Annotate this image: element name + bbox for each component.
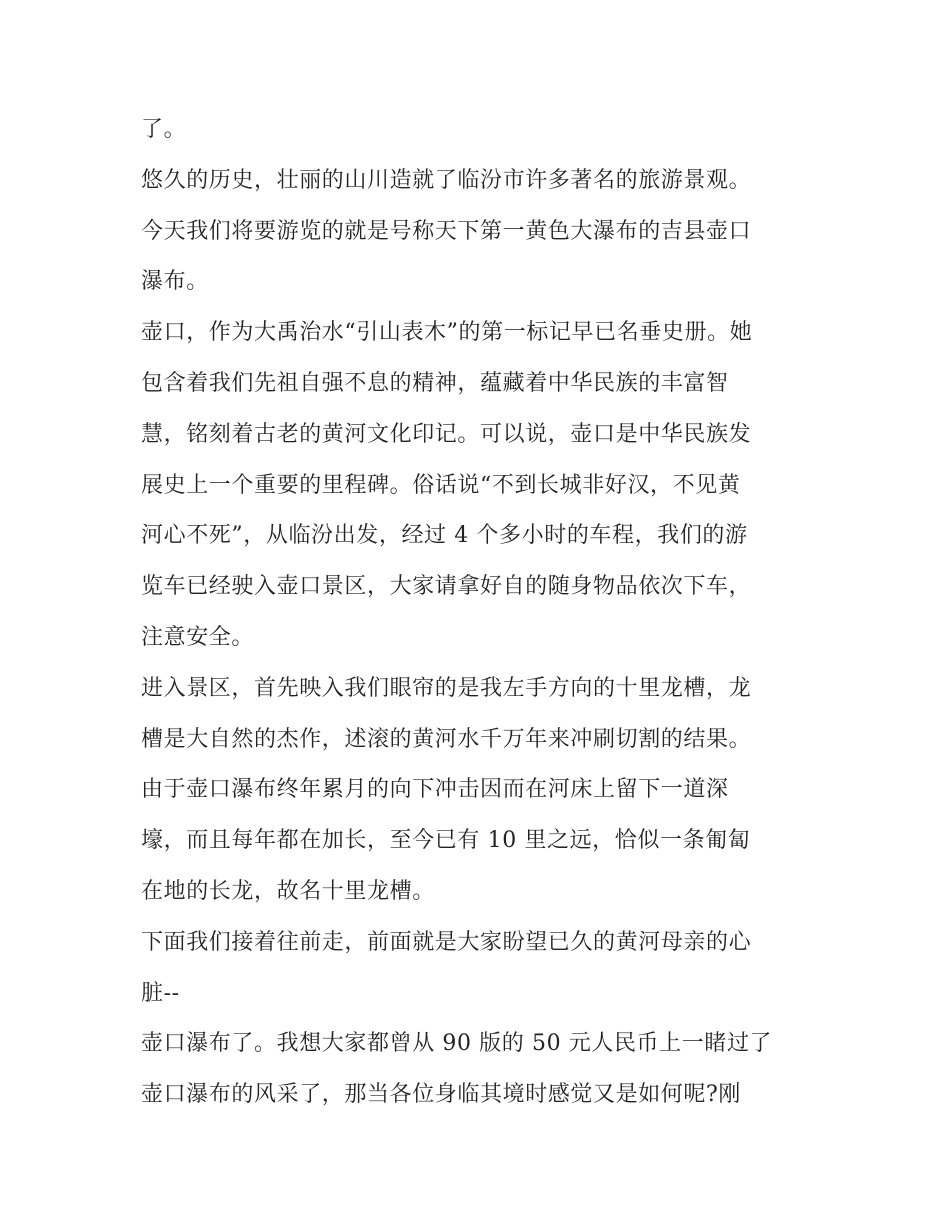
paragraph-5: 进入景区，首先映入我们眼帘的是我左手方向的十里龙槽，龙 槽是大自然的杰作，述滚的黄河水千万年来冲刷切割的结果。 由于壶口瀑布终年累月的向下冲击因而在河床上留下一道深 壕，而且每年都在加长，至今已有 10 里之远，恰似一条匍匐 在地的长龙，故名十里龙槽。 — [141, 675, 752, 904]
paragraph-4: 壶口，作为大禹治水“引山表木”的第一标记早已名垂史册。她 包含着我们先祖自强不息的精神，蕴藏着中华民族的丰富智 慧，铭刻着古老的黄河文化印记。可以说，壶口是中华民族发 展史上一个重要的里程碑。俗话说“不到长城非好汉，不见黄 河心不死”，从临汾出发，经过 4 个多小时的车程，我们的游 览车已经驶入壶口景区，大家请拿好自的随身物品依次下车， 注意安全。 — [141, 320, 753, 650]
paragraph-6: 下面我们接着往前走，前面就是大家盼望已久的黄河母亲的心 脏-- — [141, 929, 752, 1006]
paragraph-3: 今天我们将要游览的就是号称天下第一黄色大瀑布的吉县壶口 瀑布。 — [141, 218, 752, 295]
document-page — [141, 105, 821, 1121]
paragraph-2: 悠久的历史，壮丽的山川造就了临汾市许多著名的旅游景观。 — [141, 167, 752, 193]
paragraph-1: 了。 — [141, 117, 187, 142]
paragraph-7: 壶口瀑布了。我想大家都曾从 90 版的 50 元人民币上一睹过了 壶口瀑布的风采了，那当各位身临其境时感觉又是如何呢?刚 — [141, 1031, 773, 1108]
